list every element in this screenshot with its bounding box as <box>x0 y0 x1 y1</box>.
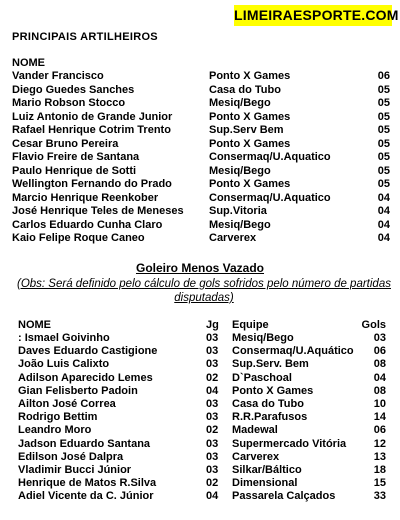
goalkeeper-title: Goleiro Menos Vazado <box>135 261 265 275</box>
scorer-name: Wellington Fernando do Prado <box>12 178 172 190</box>
goalkeeper-row <box>18 464 390 477</box>
goalkeeper-team: Supermercado Vitória <box>232 437 347 450</box>
scorer-row <box>12 178 394 192</box>
goalkeeper-row <box>18 398 390 411</box>
scorer-goals: 05 <box>377 137 390 150</box>
goalkeeper-games: 02 <box>206 371 219 384</box>
goalkeeper-goals: 06 <box>373 345 386 358</box>
scorers-table <box>12 70 394 246</box>
scorer-name: Paulo Henrique de Sotti <box>12 164 137 177</box>
scorer-name: Rafael Henrique Cotrim Trento <box>12 124 171 136</box>
goalkeeper-table <box>18 332 390 503</box>
scorer-goals: 05 <box>377 97 390 109</box>
goalkeeper-row <box>18 477 390 490</box>
goalkeeper-games: 02 <box>206 424 219 437</box>
goalkeeper-goals: 10 <box>373 397 386 410</box>
site-logo: LIMEIRAESPORTE.COM <box>234 5 392 26</box>
goalkeeper-note: (Obs: Será definido pelo cálculo de gols sofridos pelo número de partidas disputadas) <box>17 278 391 304</box>
goalkeeper-name: Leandro Moro <box>18 424 92 437</box>
scorer-team: Ponto X Games <box>209 137 291 150</box>
goalkeeper-team: Ponto X Games <box>232 384 314 397</box>
scorer-name: José Henrique Teles de Meneses <box>12 205 184 217</box>
goalkeeper-games: 03 <box>206 345 219 358</box>
scorer-row <box>12 84 394 98</box>
goalkeeper-team: Carverex <box>232 450 280 463</box>
goalkeeper-row <box>18 345 390 358</box>
scorer-row <box>12 124 394 138</box>
header-team: Equipe <box>232 319 269 331</box>
scorer-row <box>12 138 394 152</box>
goalkeeper-row <box>18 358 390 371</box>
goalkeeper-team: Dimensional <box>232 477 298 490</box>
goalkeeper-games: 03 <box>206 411 219 424</box>
scorer-goals: 05 <box>377 124 390 136</box>
goalkeeper-name: Ailton José Correa <box>18 397 116 410</box>
goalkeeper-team: D`Paschoal <box>232 371 292 384</box>
goalkeeper-row <box>18 490 390 503</box>
scorer-row <box>12 205 394 219</box>
scorer-row <box>12 192 394 206</box>
goalkeeper-games: 03 <box>206 397 219 410</box>
scorer-goals: 04 <box>377 205 390 217</box>
scorer-row <box>12 219 394 233</box>
goalkeeper-team: Madewal <box>232 424 278 437</box>
goalkeeper-name: João Luis Calixto <box>18 358 110 371</box>
scorer-name: Cesar Bruno Pereira <box>12 137 119 150</box>
scorer-row <box>12 151 394 165</box>
scorer-team: Sup.Serv Bem <box>209 124 284 136</box>
goalkeeper-name: Rodrigo Bettim <box>18 411 98 424</box>
goalkeeper-name: : Ismael Goivinho <box>18 332 110 344</box>
scorer-goals: 05 <box>377 83 390 96</box>
scorer-goals: 05 <box>377 164 390 177</box>
goalkeeper-team: Silkar/Báltico <box>232 463 302 476</box>
header-name: NOME <box>18 319 51 331</box>
header-goals: Gols <box>361 319 386 331</box>
goalkeeper-goals: 08 <box>373 358 386 371</box>
goalkeeper-row <box>18 332 390 345</box>
scorer-team: Ponto X Games <box>209 178 291 190</box>
goalkeeper-team: Mesiq/Bego <box>232 332 294 344</box>
goalkeeper-name: Adiel Vicente da C. Júnior <box>18 490 154 503</box>
scorer-row <box>12 111 394 125</box>
goalkeeper-games: 04 <box>206 384 219 397</box>
scorer-name: Carlos Eduardo Cunha Claro <box>12 218 163 231</box>
goalkeeper-games: 03 <box>206 463 219 476</box>
scorer-goals: 05 <box>377 151 390 163</box>
goalkeeper-games: 03 <box>206 358 219 371</box>
goalkeeper-name: Adilson Aparecido Lemes <box>18 371 153 384</box>
goalkeeper-goals: 12 <box>373 437 386 450</box>
scorer-goals: 05 <box>377 178 390 190</box>
goalkeeper-games: 03 <box>206 450 219 463</box>
goalkeeper-games: 03 <box>206 437 219 450</box>
goalkeeper-name: Edilson José Dalpra <box>18 450 124 463</box>
scorer-goals: 05 <box>377 110 390 123</box>
goalkeeper-goals: 03 <box>373 332 386 344</box>
scorer-row <box>12 165 394 179</box>
goalkeeper-name: Daves Eduardo Castigione <box>18 345 158 358</box>
scorer-team: Mesiq/Bego <box>209 164 271 177</box>
scorer-goals: 04 <box>377 218 390 231</box>
goalkeeper-goals: 08 <box>373 384 386 397</box>
scorer-name: Kaio Felipe Roque Caneo <box>12 232 145 244</box>
scorer-name: Vander Francisco <box>12 70 104 82</box>
scorer-row <box>12 70 394 84</box>
goalkeeper-name: Gian Felisberto Padoin <box>18 384 138 397</box>
scorer-team: Consermaq/U.Aquatico <box>209 191 331 204</box>
goalkeeper-row <box>18 424 390 437</box>
goalkeeper-team: Consermaq/U.Aquático <box>232 345 354 358</box>
goalkeeper-row <box>18 372 390 385</box>
scorer-row <box>12 97 394 111</box>
goalkeeper-goals: 33 <box>373 490 386 503</box>
goalkeeper-team: Sup.Serv. Bem <box>232 358 309 371</box>
goalkeeper-goals: 04 <box>373 371 386 384</box>
goalkeeper-goals: 15 <box>373 477 386 490</box>
scorer-team: Consermaq/U.Aquatico <box>209 151 331 163</box>
goalkeeper-goals: 13 <box>373 450 386 463</box>
scorers-name-header: NOME <box>12 57 45 69</box>
scorer-name: Diego Guedes Sanches <box>12 83 135 96</box>
goalkeeper-games: 02 <box>206 477 219 490</box>
scorer-team: Carverex <box>209 232 257 244</box>
goalkeeper-team: R.R.Parafusos <box>232 411 308 424</box>
goalkeeper-name: Jadson Eduardo Santana <box>18 437 151 450</box>
scorer-row <box>12 232 394 246</box>
goalkeeper-row <box>18 438 390 451</box>
scorer-team: Casa do Tubo <box>209 83 281 96</box>
goalkeeper-games: 04 <box>206 490 219 503</box>
goalkeeper-row <box>18 451 390 464</box>
scorer-team: Mesiq/Bego <box>209 97 271 109</box>
goalkeeper-row <box>18 411 390 424</box>
goalkeeper-team: Passarela Calçados <box>232 490 336 503</box>
goalkeeper-goals: 14 <box>373 411 386 424</box>
goalkeeper-team: Casa do Tubo <box>232 397 304 410</box>
scorer-goals: 04 <box>377 191 390 204</box>
goalkeeper-name: Henrique de Matos R.Silva <box>18 477 157 490</box>
goalkeeper-games: 03 <box>206 332 219 344</box>
scorer-name: Flavio Freire de Santana <box>12 151 140 163</box>
goalkeeper-goals: 06 <box>373 424 386 437</box>
goalkeeper-table-header <box>18 319 390 332</box>
scorer-name: Marcio Henrique Reenkober <box>12 191 159 204</box>
scorer-name: Mario Robson Stocco <box>12 97 126 109</box>
goalkeeper-goals: 18 <box>373 463 386 476</box>
scorer-name: Luiz Antonio de Grande Junior <box>12 110 173 123</box>
scorers-title: PRINCIPAIS ARTILHEIROS <box>12 31 158 43</box>
scorer-team: Mesiq/Bego <box>209 218 271 231</box>
scorer-goals: 06 <box>377 70 390 82</box>
goalkeeper-row <box>18 385 390 398</box>
scorer-goals: 04 <box>377 232 390 244</box>
scorer-team: Sup.Vitoria <box>209 205 267 217</box>
scorer-team: Ponto X Games <box>209 70 291 82</box>
goalkeeper-name: Vladimir Bucci Júnior <box>18 463 132 476</box>
scorer-team: Ponto X Games <box>209 110 291 123</box>
header-games: Jg <box>206 319 219 331</box>
